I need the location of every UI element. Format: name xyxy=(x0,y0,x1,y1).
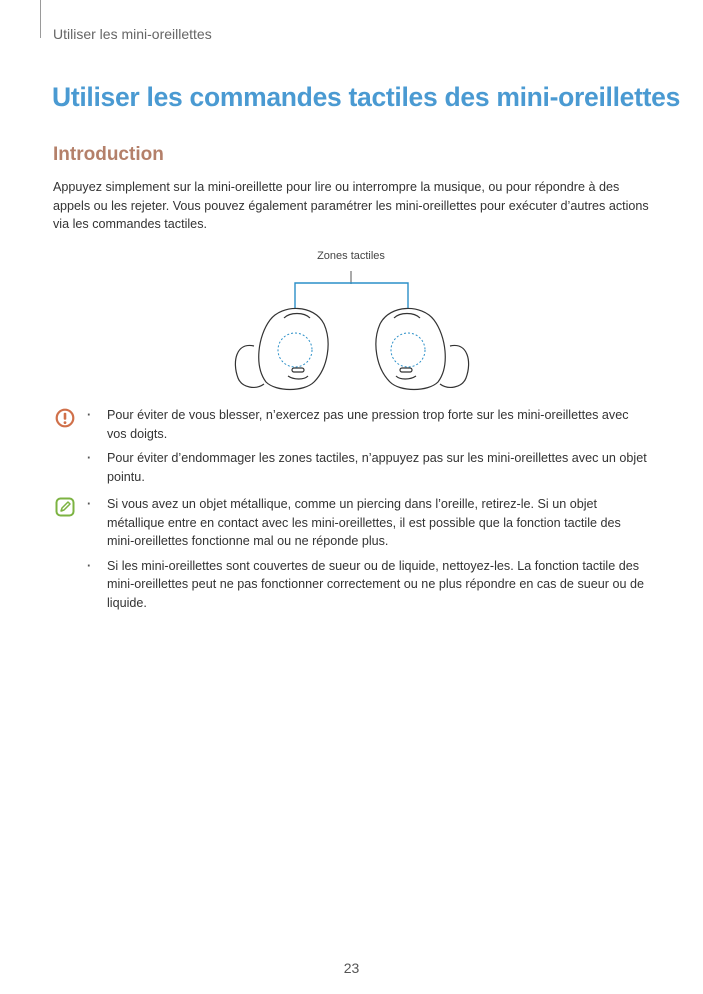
caution-list xyxy=(85,406,651,492)
page-title: Utiliser les commandes tactiles des mini-oreillettes xyxy=(52,82,681,112)
note-icon xyxy=(55,497,75,517)
note-item: · Si les mini-oreillettes sont couvertes de sueur ou de liquide, nettoyez-les. La fonction tactile des mini-oreillettes peut ne pas fonctionner correctement ou ne plus répondre en cas de sueur ou de liquide. xyxy=(85,557,651,613)
caution-item: · Pour éviter de vous blesser, n’exercez pas une pression trop forte sur les mini-oreillettes avec vos doigts. xyxy=(85,406,651,443)
intro-paragraph: Appuyez simplement sur la mini-oreillette pour lire ou interrompre la musique, ou pour répondre à des appels ou les rejeter. Vous pouvez également paramétrer les mini-oreillettes pour exécuter d’autres actions via les commandes tactiles. xyxy=(53,180,649,231)
left-earbud xyxy=(235,308,328,389)
earbuds-illustration xyxy=(228,246,478,396)
section-heading: Introduction xyxy=(53,144,164,165)
caution-item: · Pour éviter d’endommager les zones tactiles, n’appuyez pas sur les mini-oreillettes avec un objet pointu. xyxy=(85,449,651,486)
earbuds-figure xyxy=(228,246,478,396)
running-header: Utiliser les mini-oreillettes xyxy=(53,26,212,42)
note-item: · Si vous avez un objet métallique, comme un piercing dans l’oreille, retirez-le. Si un objet métallique entre en contact avec les mini-oreillettes, il est possible que la fonction tactile des mini-oreillettes fonctionne mal ou ne réponde plus. xyxy=(85,495,651,551)
side-rule xyxy=(40,0,41,38)
touch-zones-label: Zones tactiles xyxy=(317,250,385,262)
note-list xyxy=(85,495,651,618)
caution-icon xyxy=(55,408,75,428)
right-earbud xyxy=(376,308,469,389)
page-number: 23 xyxy=(343,960,360,976)
